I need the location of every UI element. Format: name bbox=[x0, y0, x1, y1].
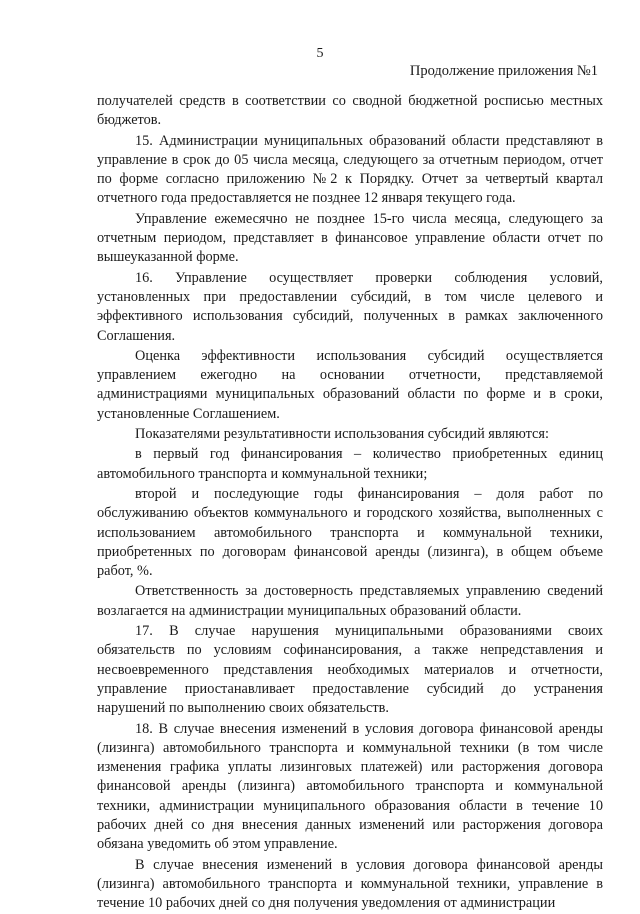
paragraph-contract-changes: В случае внесения изменений в условия договора финансовой аренды (лизинга) автомобильного транспорта и коммунальной техники, управление в течение 10 рабочих дней со дня получения уведомления от администрации bbox=[97, 856, 603, 912]
header-note: Продолжение приложения №1 bbox=[409, 63, 598, 79]
paragraph-16: 16. Управление осуществляет проверки соблюдения условий, установленных при предоставлении субсидий, в том числе целевого и эффективного использования субсидий, полученных в рамках заключенного Соглашения. bbox=[97, 269, 603, 344]
paragraph-continuation: получателей средств в соответствии со сводной бюджетной росписью местных бюджетов. bbox=[97, 93, 603, 129]
paragraph-17: 17. В случае нарушения муниципальными образованиями своих обязательств по условиям софинансирования, а также непредставления и несвоевременного представления необходимых материалов и отчетности, управление приостанавливает предоставление субсидий до устранения нарушений по выполнению своих обязательств. bbox=[97, 623, 603, 717]
paragraph-indicator-subsequent-years: второй и последующие годы финансирования – доля работ по обслуживанию объектов коммунального и городского хозяйства, выполненных с использованием автомобильного транспорта и коммунальной техники, приобретенных по договорам финансовой аренды (лизинга), в общем объеме работ, %. bbox=[97, 485, 603, 580]
paragraph-15: 15. Администрации муниципальных образований области представляют в управление в срок до 05 числа месяца, следующего за отчетным периодом, отчет по форме согласно приложению №2 к Порядку. Отчет за четвертый квартал отчетного года предоставляется не позднее 12 января текущего года. bbox=[97, 132, 603, 207]
document-body bbox=[97, 92, 603, 914]
paragraph-efficiency-assessment: Оценка эффективности использования субсидий осуществляется управлением ежегодно на основании отчетности, представляемой администрациями муниципальных образований области по форме и в сроки, установленные Соглашением. bbox=[97, 347, 603, 422]
paragraph-indicators-intro: Показателями результативности использования субсидий являются: bbox=[135, 426, 549, 443]
paragraph-responsibility: Ответственность за достоверность представляемых управлению сведений возлагается на администрации муниципальных образований области. bbox=[97, 583, 603, 619]
paragraph-18: 18. В случае внесения изменений в условия договора финансовой аренды (лизинга) автомобильного транспорта и коммунальной техники (в том числе изменения графика уплаты лизинговых платежей) или расторжения договора финансовой аренды (лизинга) автомобильного транспорта и коммунальной техники, администрации муниципального образования области в течение 10 рабочих дней со дня внесения данных изменений или расторжения договора обязана уведомить об этом управление. bbox=[97, 720, 603, 853]
page-number: 5 bbox=[316, 46, 324, 61]
paragraph-monthly-report: Управление ежемесячно не позднее 15-го числа месяца, следующего за отчетным периодом, представляет в финансовое управление области отчет по вышеуказанной форме. bbox=[97, 210, 603, 266]
paragraph-indicator-first-year: в первый год финансирования – количество приобретенных единиц автомобильного транспорта и коммунальной техники; bbox=[97, 446, 603, 482]
